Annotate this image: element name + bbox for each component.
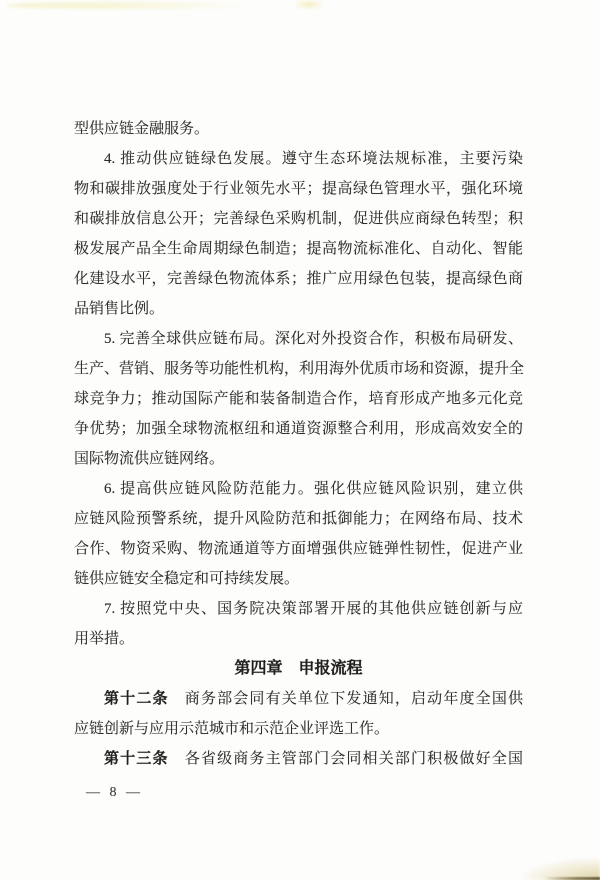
text-line: 7. 按照党中央、国务院决策部署开展的其他供应链创新与应 (104, 601, 523, 617)
text-line: 国际物流供应链网络。 (74, 451, 225, 467)
text-line (74, 684, 523, 714)
text-line: 5. 完善全球供应链布局。深化对外投资合作，积极布局研发、 (104, 331, 523, 347)
scan-artifact-top-streak (6, 2, 256, 9)
text-line: 品销售比例。 (74, 301, 165, 317)
line-text: 商务部会同有关单位下发通知，启动年度全国供 (168, 691, 523, 707)
document-body (74, 114, 523, 774)
scan-artifact-top-smudge (296, 0, 322, 9)
line-text: 各省级商务主管部门会同相关部门积极做好全国 (168, 751, 523, 767)
text-line: 链供应链安全稳定和可持续发展。 (74, 571, 300, 587)
text-line: 用举措。 (74, 631, 135, 647)
text-line: 合作、物资采购、物流通道等方面增强供应链弹性韧性，促进产业 (74, 541, 523, 557)
text-line: 争优势；加强全球物流枢纽和通道资源整合利用，形成高效安全的 (74, 421, 523, 437)
text-line: 化建设水平，完善绿色物流体系；推广应用绿色包装，提高绿色商 (74, 271, 523, 287)
text-line: 应链风险预警系统，提升风险防范和抵御能力；在网络布局、技术 (74, 511, 523, 527)
text-line: 和碳排放信息公开；完善绿色采购机制，促进供应商绿色转型；积 (74, 211, 523, 227)
text-line: 4. 推动供应链绿色发展。遵守生态环境法规标准，主要污染 (104, 151, 523, 167)
text-line: 物和碳排放强度处于行业领先水平；提高绿色管理水平，强化环境 (74, 181, 523, 197)
page-number: — 8 — (86, 785, 143, 800)
article-number: 第十二条 (104, 691, 169, 707)
article-number: 第十三条 (104, 751, 169, 767)
text-line (74, 744, 523, 774)
text-line: 应链创新与应用示范城市和示范企业评选工作。 (74, 721, 390, 737)
text-line: 球竞争力；推动国际产能和装备制造合作，培育形成产地多元化竞 (74, 391, 523, 407)
chapter-heading: 第四章 申报流程 (234, 660, 363, 677)
text-line: 极发展产品全生命周期绿色制造；提高物流标准化、自动化、智能 (74, 241, 523, 257)
text-line: 型供应链金融服务。 (74, 121, 210, 137)
text-line: 生产、营销、服务等功能性机构，利用海外优质市场和资源，提升全 (74, 361, 525, 377)
text-line: 6. 提高供应链风险防范能力。强化供应链风险识别，建立供 (104, 481, 523, 497)
